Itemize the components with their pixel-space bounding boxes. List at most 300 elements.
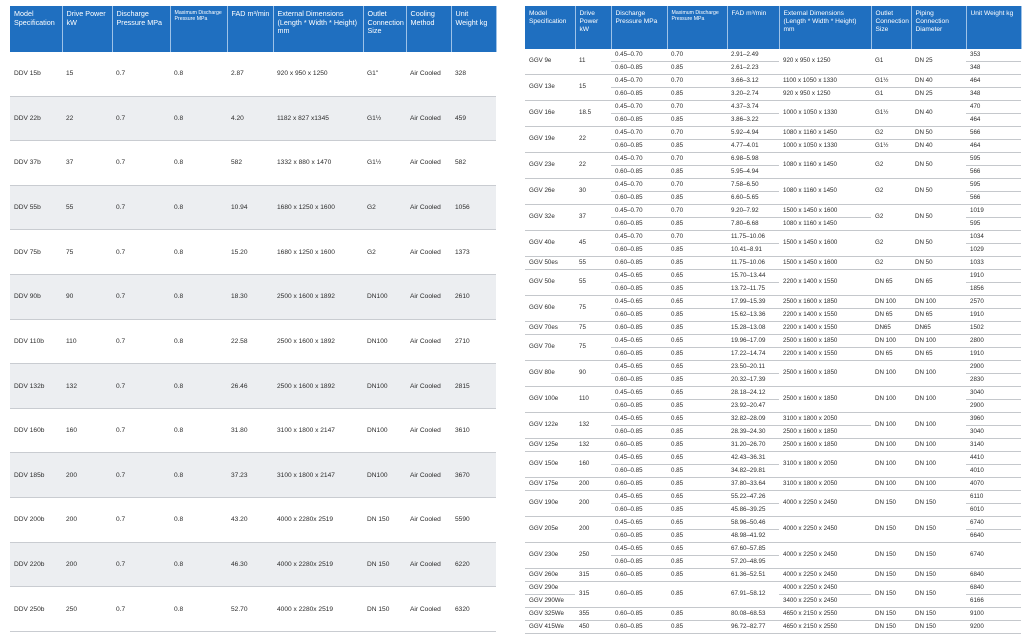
pressure-cell: 0.45–0.70 [611,178,667,191]
fad-cell: 22.58 [227,319,273,364]
dimensions-cell: 1500 x 1450 x 1600 [779,230,871,256]
piping-cell: DN 50 [911,230,966,256]
fad-cell: 9.20–7.92 [727,204,779,217]
dimensions-cell: 1500 x 1450 x 1600 [779,204,871,217]
outlet-cell: DN 150 [363,587,406,632]
outlet-cell: DN65 [871,321,911,334]
piping-cell: DN 150 [911,568,966,581]
pressure-cell: 0.7 [112,52,170,96]
pressure-cell: 0.60–0.85 [611,113,667,126]
max-pressure-cell: 0.85 [667,529,727,542]
dimensions-cell: 4000 x 2250 x 2450 [779,516,871,542]
max-pressure-cell: 0.65 [667,386,727,399]
ggv-spec-table-panel [525,6,1021,634]
ggv-spec-table [525,6,1022,634]
pressure-cell: 0.60–0.85 [611,620,667,633]
pressure-cell: 0.60–0.85 [611,568,667,581]
weight-cell: 1910 [966,347,1021,360]
model-cell: GGV 290e [525,581,575,594]
ggv-header-row [525,6,1021,49]
max-pressure-cell: 0.65 [667,542,727,555]
fad-cell: 2.91–2.49 [727,49,779,61]
piping-cell: DN 40 [911,74,966,87]
max-pressure-cell: 0.85 [667,308,727,321]
fad-cell: 6.60–5.65 [727,191,779,204]
header-fad: FAD m³/min [227,6,273,52]
cooling-cell: Air Cooled [406,96,451,141]
dimensions-cell: 2200 x 1400 x 1550 [779,321,871,334]
piping-cell: DN 65 [911,269,966,295]
cooling-cell: Air Cooled [406,185,451,230]
max-pressure-cell: 0.85 [667,191,727,204]
power-cell: 200 [62,542,112,587]
fad-cell: 7.80–6.68 [727,217,779,230]
max-pressure-cell: 0.8 [170,185,227,230]
piping-cell: DN 100 [911,438,966,451]
header-outlet: Outlet Connection Size [871,6,911,49]
dimensions-cell: 920 x 950 x 1250 [273,52,363,96]
fad-cell: 34.82–29.81 [727,464,779,477]
header-outlet: Outlet Connection Size [363,6,406,52]
pressure-cell: 0.60–0.85 [611,308,667,321]
cooling-cell: Air Cooled [406,498,451,543]
header-dimensions: External Dimensions (Length * Width * Height) mm [273,6,363,52]
fad-cell: 19.96–17.09 [727,334,779,347]
fad-cell: 15.62–13.36 [727,308,779,321]
outlet-cell: G1 [871,49,911,74]
max-pressure-cell: 0.85 [667,321,727,334]
power-cell: 37 [575,204,611,230]
dimensions-cell: 2500 x 1600 x 1850 [779,386,871,412]
weight-cell: 6220 [451,542,496,587]
max-pressure-cell: 0.65 [667,516,727,529]
dimensions-cell: 1500 x 1450 x 1600 [779,256,871,269]
weight-cell: 566 [966,191,1021,204]
weight-cell: 3040 [966,386,1021,399]
table-row [10,364,496,409]
weight-cell: 2900 [966,360,1021,373]
weight-cell: 6740 [966,542,1021,568]
power-cell: 355 [575,607,611,620]
table-row [10,96,496,141]
pressure-cell: 0.45–0.65 [611,295,667,308]
weight-cell: 353 [966,49,1021,61]
model-cell: GGV 32e [525,204,575,230]
max-pressure-cell: 0.70 [667,152,727,165]
pressure-cell: 0.7 [112,498,170,543]
power-cell: 55 [575,269,611,295]
piping-cell: DN 150 [911,516,966,542]
pressure-cell: 0.60–0.85 [611,165,667,178]
pressure-cell: 0.60–0.85 [611,87,667,100]
model-cell: GGV 260e [525,568,575,581]
table-row [10,275,496,320]
model-cell: GGV 16e [525,100,575,126]
weight-cell: 2610 [451,275,496,320]
pressure-cell: 0.60–0.85 [611,529,667,542]
outlet-cell: DN 65 [871,308,911,321]
outlet-cell: G1½ [871,100,911,126]
power-cell: 160 [62,408,112,453]
table-row [525,178,1021,191]
power-cell: 200 [62,453,112,498]
pressure-cell: 0.7 [112,230,170,275]
dimensions-cell: 1332 x 880 x 1470 [273,141,363,186]
pressure-cell: 0.45–0.70 [611,74,667,87]
dimensions-cell: 3100 x 1800 x 2050 [779,451,871,477]
weight-cell: 1056 [451,185,496,230]
fad-cell: 3.20–2.74 [727,87,779,100]
pressure-cell: 0.45–0.65 [611,412,667,425]
dimensions-cell: 4000 x 2250 x 2450 [779,490,871,516]
model-cell: GGV 415We [525,620,575,633]
power-cell: 75 [575,334,611,360]
weight-cell: 328 [451,52,496,96]
pressure-cell: 0.45–0.70 [611,100,667,113]
fad-cell: 18.30 [227,275,273,320]
outlet-cell: DN 150 [363,542,406,587]
outlet-cell: DN 150 [871,620,911,633]
weight-cell: 3140 [966,438,1021,451]
outlet-cell: DN 65 [871,269,911,295]
pressure-cell: 0.45–0.65 [611,269,667,282]
dimensions-cell: 1080 x 1160 x 1450 [779,126,871,139]
weight-cell: 595 [966,178,1021,191]
dimensions-cell: 3100 x 1800 x 2050 [779,412,871,425]
max-pressure-cell: 0.8 [170,408,227,453]
pressure-cell: 0.7 [112,364,170,409]
pressure-cell: 0.45–0.70 [611,230,667,243]
outlet-cell: G2 [871,230,911,256]
pressure-cell: 0.7 [112,141,170,186]
max-pressure-cell: 0.85 [667,399,727,412]
power-cell: 200 [62,498,112,543]
fad-cell: 42.43–36.31 [727,451,779,464]
pressure-cell: 0.60–0.85 [611,464,667,477]
weight-cell: 2815 [451,364,496,409]
outlet-cell: DN 100 [871,360,911,386]
fad-cell: 80.08–68.53 [727,607,779,620]
model-cell: GGV 80e [525,360,575,386]
pressure-cell: 0.45–0.65 [611,542,667,555]
power-cell: 110 [575,386,611,412]
max-pressure-cell: 0.70 [667,178,727,191]
piping-cell: DN 65 [911,308,966,321]
fad-cell: 5.95–4.94 [727,165,779,178]
fad-cell: 37.80–33.64 [727,477,779,490]
outlet-cell: DN 65 [871,347,911,360]
table-row [10,587,496,632]
power-cell: 200 [575,516,611,542]
model-cell: GGV 175e [525,477,575,490]
pressure-cell: 0.60–0.85 [611,477,667,490]
pressure-cell: 0.7 [112,185,170,230]
model-cell: DDV 75b [10,230,62,275]
table-row [525,386,1021,399]
ddv-spec-table-panel [10,6,496,632]
max-pressure-cell: 0.8 [170,587,227,632]
table-row [10,185,496,230]
fad-cell: 57.20–48.95 [727,555,779,568]
fad-cell: 2.61–2.23 [727,61,779,74]
max-pressure-cell: 0.65 [667,360,727,373]
outlet-cell: DN 100 [871,412,911,438]
pressure-cell: 0.60–0.85 [611,438,667,451]
dimensions-cell: 2500 x 1600 x 1892 [273,275,363,320]
power-cell: 18.5 [575,100,611,126]
model-cell: DDV 220b [10,542,62,587]
table-row [525,477,1021,490]
fad-cell: 61.36–52.51 [727,568,779,581]
dimensions-cell: 4000 x 2250 x 2450 [779,542,871,568]
power-cell: 132 [575,438,611,451]
weight-cell: 6110 [966,490,1021,503]
max-pressure-cell: 0.8 [170,141,227,186]
max-pressure-cell: 0.85 [667,620,727,633]
dimensions-cell: 920 x 950 x 1250 [779,49,871,74]
max-pressure-cell: 0.65 [667,334,727,347]
model-cell: DDV 55b [10,185,62,230]
pressure-cell: 0.60–0.85 [611,555,667,568]
max-pressure-cell: 0.70 [667,49,727,61]
piping-cell: DN 100 [911,360,966,386]
dimensions-cell: 920 x 950 x 1250 [779,87,871,100]
model-cell: GGV 13e [525,74,575,100]
dimensions-cell: 4000 x 2280x 2519 [273,498,363,543]
fad-cell: 28.39–24.30 [727,425,779,438]
dimensions-cell: 2500 x 1600 x 1850 [779,334,871,347]
max-pressure-cell: 0.8 [170,498,227,543]
power-cell: 22 [575,152,611,178]
pressure-cell: 0.45–0.65 [611,516,667,529]
max-pressure-cell: 0.85 [667,425,727,438]
header-power: Drive Power kW [62,6,112,52]
weight-cell: 595 [966,152,1021,165]
dimensions-cell: 4000 x 2280x 2519 [273,542,363,587]
weight-cell: 6010 [966,503,1021,516]
pressure-cell: 0.60–0.85 [611,282,667,295]
weight-cell: 6840 [966,581,1021,594]
piping-cell: DN 150 [911,490,966,516]
max-pressure-cell: 0.70 [667,126,727,139]
power-cell: 45 [575,230,611,256]
model-cell: GGV 23e [525,152,575,178]
table-row [525,100,1021,113]
table-row [525,295,1021,308]
fad-cell: 17.99–15.39 [727,295,779,308]
table-row [10,498,496,543]
table-row [525,516,1021,529]
piping-cell: DN 50 [911,178,966,204]
table-row [525,74,1021,87]
model-cell: GGV 70e [525,334,575,360]
header-power: Drive Power kW [575,6,611,49]
weight-cell: 1373 [451,230,496,275]
pressure-cell: 0.60–0.85 [611,256,667,269]
table-row [525,152,1021,165]
pressure-cell: 0.45–0.65 [611,451,667,464]
table-row [525,334,1021,347]
max-pressure-cell: 0.85 [667,243,727,256]
pressure-cell: 0.60–0.85 [611,399,667,412]
power-cell: 37 [62,141,112,186]
power-cell: 75 [62,230,112,275]
max-pressure-cell: 0.8 [170,453,227,498]
header-fad: FAD m³/min [727,6,779,49]
fad-cell: 17.22–14.74 [727,347,779,360]
outlet-cell: G2 [363,185,406,230]
max-pressure-cell: 0.85 [667,568,727,581]
max-pressure-cell: 0.8 [170,96,227,141]
outlet-cell: DN100 [363,275,406,320]
dimensions-cell: 2500 x 1600 x 1850 [779,360,871,386]
power-cell: 315 [575,581,611,607]
table-row [525,204,1021,217]
piping-cell: DN 65 [911,347,966,360]
weight-cell: 4010 [966,464,1021,477]
piping-cell: DN 100 [911,412,966,438]
fad-cell: 20.32–17.39 [727,373,779,386]
piping-cell: DN 25 [911,87,966,100]
max-pressure-cell: 0.70 [667,74,727,87]
pressure-cell: 0.60–0.85 [611,217,667,230]
outlet-cell: DN 150 [871,568,911,581]
weight-cell: 348 [966,87,1021,100]
max-pressure-cell: 0.85 [667,217,727,230]
max-pressure-cell: 0.85 [667,165,727,178]
piping-cell: DN 40 [911,139,966,152]
dimensions-cell: 1100 x 1050 x 1330 [779,74,871,87]
weight-cell: 582 [451,141,496,186]
fad-cell: 58.96–50.46 [727,516,779,529]
power-cell: 55 [575,256,611,269]
fad-cell: 4.77–4.01 [727,139,779,152]
weight-cell: 2710 [451,319,496,364]
max-pressure-cell: 0.65 [667,490,727,503]
fad-cell: 28.18–24.12 [727,386,779,399]
power-cell: 11 [575,49,611,74]
pressure-cell: 0.45–0.65 [611,386,667,399]
fad-cell: 4.20 [227,96,273,141]
dimensions-cell: 1182 x 827 x1345 [273,96,363,141]
max-pressure-cell: 0.8 [170,319,227,364]
dimensions-cell: 2500 x 1600 x 1850 [779,425,871,438]
outlet-cell: DN100 [363,319,406,364]
fad-cell: 52.70 [227,587,273,632]
fad-cell: 582 [227,141,273,186]
model-cell: GGV 125e [525,438,575,451]
cooling-cell: Air Cooled [406,364,451,409]
fad-cell: 48.98–41.92 [727,529,779,542]
weight-cell: 1502 [966,321,1021,334]
fad-cell: 32.82–28.09 [727,412,779,425]
outlet-cell: DN 100 [871,451,911,477]
fad-cell: 2.87 [227,52,273,96]
max-pressure-cell: 0.85 [667,139,727,152]
piping-cell: DN 100 [911,477,966,490]
header-max-pressure: Maximum Discharge Pressure MPa [170,6,227,52]
table-row [10,52,496,96]
power-cell: 160 [575,451,611,477]
dimensions-cell: 3100 x 1800 x 2147 [273,453,363,498]
max-pressure-cell: 0.85 [667,607,727,620]
dimensions-cell: 3400 x 2250 x 2450 [779,594,871,607]
model-cell: DDV 185b [10,453,62,498]
outlet-cell: DN100 [363,364,406,409]
header-piping: Piping Connection Diameter [911,6,966,49]
max-pressure-cell: 0.85 [667,87,727,100]
table-row [10,542,496,587]
header-model: Model Specification [10,6,62,52]
weight-cell: 3610 [451,408,496,453]
dimensions-cell: 2200 x 1400 x 1550 [779,308,871,321]
power-cell: 90 [62,275,112,320]
outlet-cell: G2 [871,256,911,269]
piping-cell: DN 50 [911,256,966,269]
fad-cell: 3.86–3.22 [727,113,779,126]
fad-cell: 13.72–11.75 [727,282,779,295]
fad-cell: 23.92–20.47 [727,399,779,412]
model-cell: GGV 122e [525,412,575,438]
pressure-cell: 0.60–0.85 [611,191,667,204]
model-cell: GGV 150e [525,451,575,477]
pressure-cell: 0.60–0.85 [611,243,667,256]
pressure-cell: 0.60–0.85 [611,503,667,516]
cooling-cell: Air Cooled [406,141,451,186]
weight-cell: 2900 [966,399,1021,412]
pressure-cell: 0.60–0.85 [611,607,667,620]
outlet-cell: DN 150 [871,542,911,568]
weight-cell: 595 [966,217,1021,230]
outlet-cell: DN100 [363,453,406,498]
weight-cell: 1033 [966,256,1021,269]
model-cell: GGV 60e [525,295,575,321]
max-pressure-cell: 0.85 [667,503,727,516]
header-pressure: Discharge Pressure MPa [611,6,667,49]
power-cell: 22 [575,126,611,152]
weight-cell: 566 [966,126,1021,139]
model-cell: GGV 26e [525,178,575,204]
weight-cell: 5590 [451,498,496,543]
dimensions-cell: 1080 x 1160 x 1450 [779,217,871,230]
weight-cell: 4410 [966,451,1021,464]
max-pressure-cell: 0.8 [170,364,227,409]
model-cell: DDV 15b [10,52,62,96]
piping-cell: DN 50 [911,152,966,178]
dimensions-cell: 1680 x 1250 x 1600 [273,185,363,230]
model-cell: GGV 9e [525,49,575,74]
outlet-cell: DN 100 [871,438,911,451]
max-pressure-cell: 0.65 [667,269,727,282]
dimensions-cell: 1680 x 1250 x 1600 [273,230,363,275]
table-row [525,126,1021,139]
max-pressure-cell: 0.85 [667,373,727,386]
model-cell: GGV 19e [525,126,575,152]
pressure-cell: 0.45–0.70 [611,152,667,165]
fad-cell: 7.58–6.50 [727,178,779,191]
fad-cell: 96.72–82.77 [727,620,779,633]
max-pressure-cell: 0.65 [667,412,727,425]
max-pressure-cell: 0.8 [170,230,227,275]
outlet-cell: G2 [871,204,911,230]
max-pressure-cell: 0.85 [667,61,727,74]
weight-cell: 464 [966,139,1021,152]
fad-cell: 4.37–3.74 [727,100,779,113]
pressure-cell: 0.45–0.70 [611,126,667,139]
weight-cell: 4070 [966,477,1021,490]
power-cell: 15 [62,52,112,96]
power-cell: 90 [575,360,611,386]
